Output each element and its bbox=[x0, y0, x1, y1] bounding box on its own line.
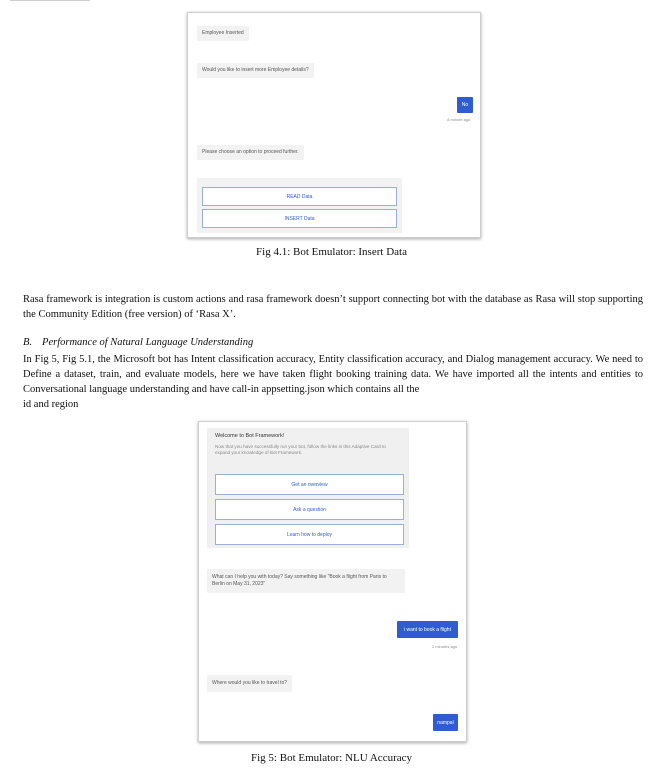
learn-deploy-button[interactable]: Learn how to deploy bbox=[215, 524, 404, 545]
paragraph-rasa: Rasa framework is integration is custom actions and rasa framework doesn’t support connecting bot with the database as Rasa will stop supporting the Community Edition (free version) of ‘Rasa X’. bbox=[23, 294, 643, 320]
insert-data-button[interactable]: INSERT Data bbox=[202, 209, 397, 228]
message-timestamp: 2 minutes ago bbox=[432, 644, 458, 649]
figure-caption-5: Fig 5: Bot Emulator: NLU Accuracy bbox=[251, 752, 412, 764]
bot-message-choose-option: Please choose an option to proceed further. bbox=[197, 145, 304, 160]
card-text: Now that you have successfully run your bot, follow the links in this Adaptive Card to expand your knowledge of Bot Framework. bbox=[215, 444, 386, 456]
paragraph-nlu-text: In Fig 5, Fig 5.1, the Microsoft bot has Intent classification accuracy, Entity classification accuracy, and Dialog management accuracy. We need to Define a dataset, train, and evaluate models, here we have taken flight booking training data. We have imported all the intents and entities to Conversational language understanding and have call-in appsetting.json which contains all the bbox=[23, 354, 643, 395]
bot-message-employee-inserted: Employee Inserted bbox=[197, 26, 249, 41]
figure-nlu-accuracy-screenshot bbox=[198, 421, 467, 742]
user-message-book-flight: i want to book a flight bbox=[397, 621, 458, 638]
options-panel bbox=[197, 178, 402, 233]
section-number: B. bbox=[23, 337, 33, 348]
figure-insert-data-screenshot bbox=[187, 12, 481, 238]
paragraph-nlu-last-line: id and region bbox=[23, 399, 79, 410]
bot-message-travel-question: Where would you like to travel to? bbox=[207, 675, 292, 692]
section-heading bbox=[23, 337, 253, 348]
figure-caption-4-1: Fig 4.1: Bot Emulator: Insert Data bbox=[256, 246, 407, 258]
message-timestamp: A minute ago bbox=[447, 117, 471, 122]
adaptive-card bbox=[207, 428, 409, 548]
section-title: Performance of Natural Language Understanding bbox=[42, 337, 254, 348]
user-message-nampal: nampal bbox=[433, 714, 458, 731]
paragraph-nlu bbox=[23, 352, 643, 397]
bot-message-insert-more: Would you like to insert more Employee details? bbox=[197, 63, 314, 78]
user-message-no: No bbox=[457, 97, 473, 113]
ask-question-button[interactable]: Ask a question bbox=[215, 499, 404, 520]
read-data-button[interactable]: READ Data bbox=[202, 187, 397, 206]
get-overview-button[interactable]: Get an overview bbox=[215, 474, 404, 495]
bot-message-prompt: What can I help you with today? Say something like "Book a flight from Paris to Berlin on May 31, 2023" bbox=[207, 569, 405, 593]
top-rule bbox=[10, 0, 90, 1]
card-title: Welcome to Bot Framework! bbox=[215, 433, 285, 439]
